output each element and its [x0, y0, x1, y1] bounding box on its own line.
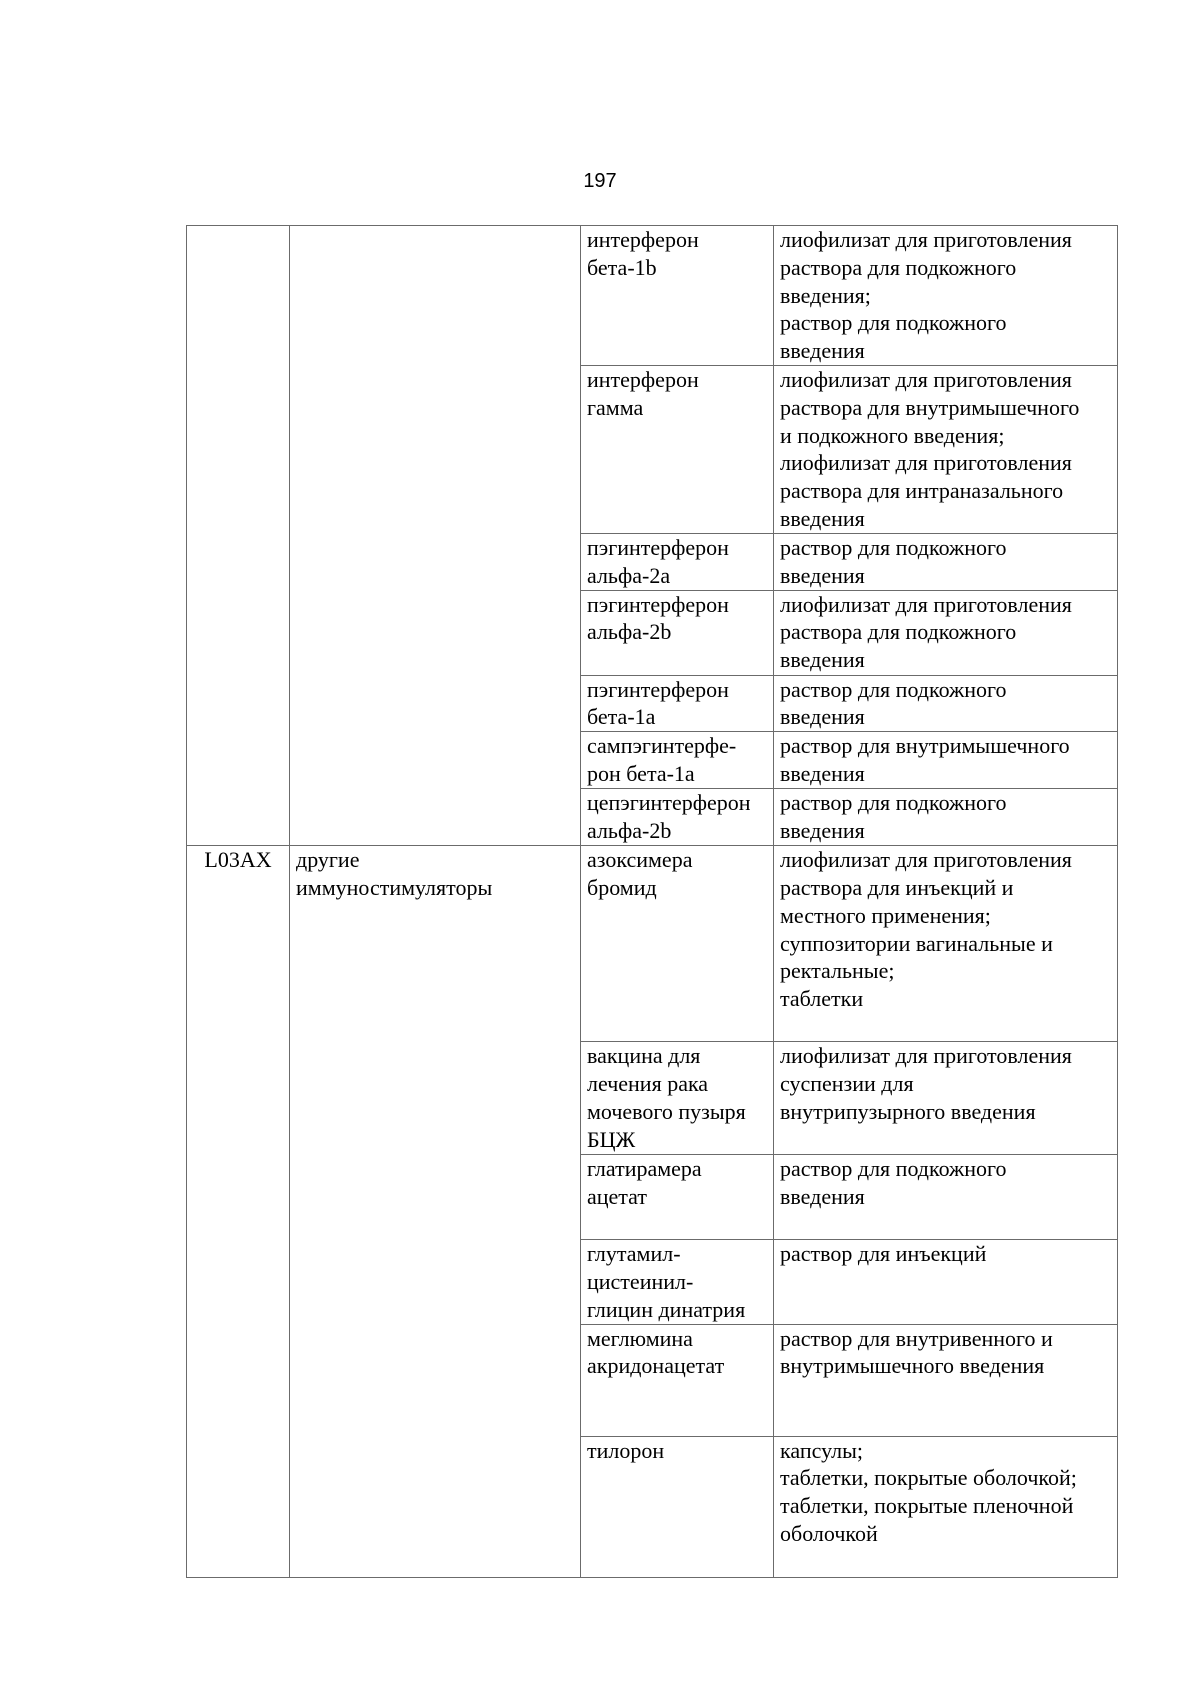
drug-name-cell: интерферон бета-1b — [581, 226, 774, 366]
page-number: 197 — [583, 170, 617, 192]
dosage-form-cell: раствор для внутривенного и внутримышечного введения — [774, 1324, 1118, 1436]
dosage-form-cell: раствор для подкожного введения — [774, 534, 1118, 591]
dosage-form-cell: лиофилизат для приготовления суспензии для внутрипузырного введения — [774, 1042, 1118, 1155]
dosage-form-cell: лиофилизат для приготовления раствора для подкожного введения — [774, 590, 1118, 675]
dosage-form-cell: раствор для подкожного введения — [774, 1155, 1118, 1240]
drug-name-cell: сампэгинтерфе- рон бета-1a — [581, 732, 774, 789]
drug-name-cell: цепэгинтерферон альфа-2b — [581, 789, 774, 846]
drug-list-table — [186, 225, 1118, 1578]
table-row — [187, 226, 1118, 366]
drug-name-cell: интерферон гамма — [581, 366, 774, 534]
dosage-form-cell: раствор для инъекций — [774, 1240, 1118, 1324]
group-cell-empty — [290, 226, 581, 846]
drug-name-cell: пэгинтерферон альфа-2a — [581, 534, 774, 591]
dosage-form-cell: раствор для внутримышечного введения — [774, 732, 1118, 789]
group-name-cell: другие иммуностимуляторы — [290, 846, 581, 1577]
dosage-form-cell: лиофилизат для приготовления раствора для подкожного введения; раствор для подкожного введения — [774, 226, 1118, 366]
dosage-form-cell: раствор для подкожного введения — [774, 675, 1118, 732]
drug-name-cell: глатирамера ацетат — [581, 1155, 774, 1240]
dosage-form-cell: капсулы; таблетки, покрытые оболочкой; таблетки, покрытые пленочной оболочкой — [774, 1436, 1118, 1577]
drug-name-cell: пэгинтерферон альфа-2b — [581, 590, 774, 675]
atc-code-cell: L03AX — [187, 846, 290, 1577]
dosage-form-cell: раствор для подкожного введения — [774, 789, 1118, 846]
dosage-form-cell: лиофилизат для приготовления раствора для внутримышечного и подкожного введения; лиофилизат для приготовления раствора для интраназального введения — [774, 366, 1118, 534]
table-row — [187, 846, 1118, 1042]
drug-name-cell: тилорон — [581, 1436, 774, 1577]
drug-name-cell: азоксимера бромид — [581, 846, 774, 1042]
drug-name-cell: вакцина для лечения рака мочевого пузыря БЦЖ — [581, 1042, 774, 1155]
code-cell-empty — [187, 226, 290, 846]
drug-name-cell: глутамил- цистеинил- глицин динатрия — [581, 1240, 774, 1324]
dosage-form-cell: лиофилизат для приготовления раствора для инъекций и местного применения; суппозитории вагинальные и ректальные; таблетки — [774, 846, 1118, 1042]
drug-name-cell: меглюмина акридонацетат — [581, 1324, 774, 1436]
drug-name-cell: пэгинтерферон бета-1a — [581, 675, 774, 732]
